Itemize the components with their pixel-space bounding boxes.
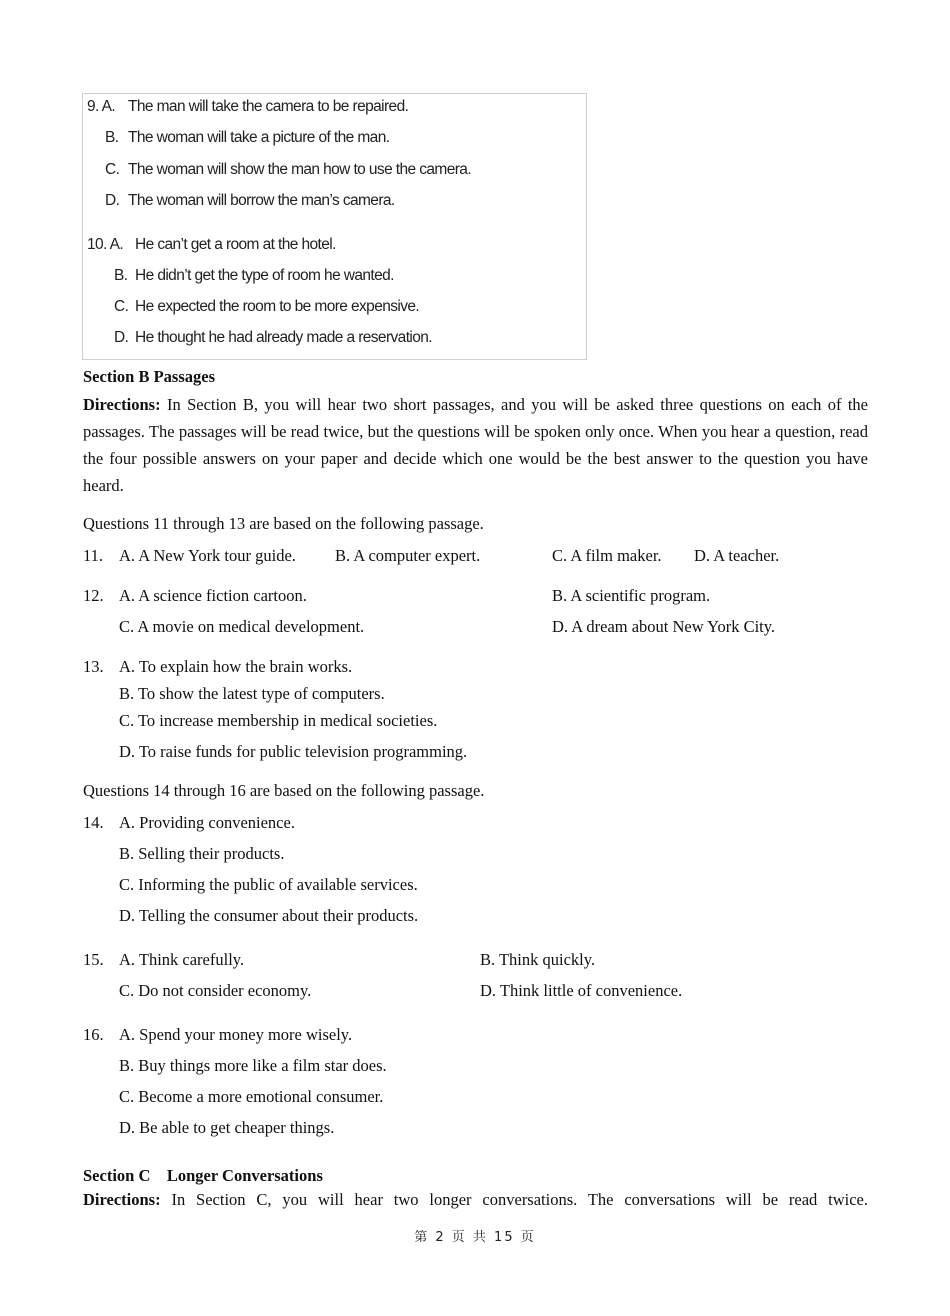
section-b-directions-label: Directions:	[83, 395, 161, 414]
q11-option-a: A. A New York tour guide.	[119, 546, 296, 565]
q13-option-c: C. To increase membership in medical societies.	[119, 711, 438, 730]
q14-option-d: D. Telling the consumer about their products.	[119, 906, 419, 925]
q10-label-d: D.	[114, 329, 129, 346]
q15-number: 15.	[83, 950, 104, 969]
q14-option-b: B. Selling their products.	[119, 844, 285, 863]
q9-number: 9. A.	[87, 98, 116, 115]
q11-option-b: B. A computer expert.	[335, 546, 481, 565]
q10-option-d: He thought he had already made a reservation.	[135, 329, 432, 346]
q15-option-c: C. Do not consider economy.	[119, 981, 312, 1000]
q12-option-b: B. A scientific program.	[552, 586, 711, 605]
q12-option-c: C. A movie on medical development.	[119, 617, 365, 636]
q13-option-d: D. To raise funds for public television programming.	[119, 742, 468, 761]
q9-option-a: The man will take the camera to be repaired.	[128, 98, 409, 115]
q10-number: 10. A.	[87, 236, 124, 253]
q15-option-d: D. Think little of convenience.	[480, 981, 683, 1000]
q10-label-b: B.	[114, 267, 128, 284]
q9-option-d: The woman will borrow the man’s camera.	[128, 192, 395, 209]
q9-label-c: C.	[105, 161, 120, 178]
q10-option-a: He can’t get a room at the hotel.	[135, 236, 336, 253]
q11-option-d: D. A teacher.	[694, 546, 780, 565]
section-c-directions-label: Directions:	[83, 1190, 161, 1209]
q16-option-a: A. Spend your money more wisely.	[119, 1025, 353, 1044]
section-b-directions	[83, 391, 868, 499]
q9-option-b: The woman will take a picture of the man.	[128, 129, 390, 146]
q16-number: 16.	[83, 1025, 104, 1044]
q15-option-b: B. Think quickly.	[480, 950, 596, 969]
q12-number: 12.	[83, 586, 104, 605]
q12-option-a: A. A science fiction cartoon.	[119, 586, 307, 605]
q13-number: 13.	[83, 657, 104, 676]
section-b-directions-text: In Section B, you will hear two short passages, and you will be asked three questions on each of the passages. The passages will be read twice, but the questions will be spoken only once. When you hear a question, read the four possible answers on your paper and decide which one would be the best answer to the question you have heard.	[83, 395, 868, 495]
q16-option-c: C. Become a more emotional consumer.	[119, 1087, 384, 1106]
q15-option-a: A. Think carefully.	[119, 950, 245, 969]
q11-number: 11.	[83, 546, 104, 565]
q16-option-d: D. Be able to get cheaper things.	[119, 1118, 335, 1137]
q12-option-d: D. A dream about New York City.	[552, 617, 776, 636]
q10-label-c: C.	[114, 298, 129, 315]
q9-label-b: B.	[105, 129, 119, 146]
section-c-directions	[83, 1186, 868, 1213]
scanned-question-box	[82, 93, 587, 360]
q14-option-a: A. Providing convenience.	[119, 813, 295, 832]
questions-14-16-intro: Questions 14 through 16 are based on the following passage.	[83, 781, 485, 800]
q14-option-c: C. Informing the public of available services.	[119, 875, 418, 894]
questions-11-13-intro: Questions 11 through 13 are based on the following passage.	[83, 514, 484, 533]
section-b-title: Section B Passages	[83, 367, 215, 386]
q13-option-a: A. To explain how the brain works.	[119, 657, 353, 676]
page-footer: 第 2 页 共 15 页	[414, 1230, 536, 1245]
q14-number: 14.	[83, 813, 104, 832]
q9-label-d: D.	[105, 192, 120, 209]
q16-option-b: B. Buy things more like a film star does.	[119, 1056, 387, 1075]
q10-option-c: He expected the room to be more expensive.	[135, 298, 420, 315]
section-c-title: Section C Longer Conversations	[83, 1166, 323, 1185]
section-c-directions-text: In Section C, you will hear two longer conversations. The conversations will be read twice.	[160, 1190, 868, 1209]
q11-option-c: C. A film maker.	[552, 546, 662, 565]
q13-option-b: B. To show the latest type of computers.	[119, 684, 385, 703]
q9-option-c: The woman will show the man how to use the camera.	[128, 161, 472, 178]
q10-option-b: He didn’t get the type of room he wanted.	[135, 267, 394, 284]
